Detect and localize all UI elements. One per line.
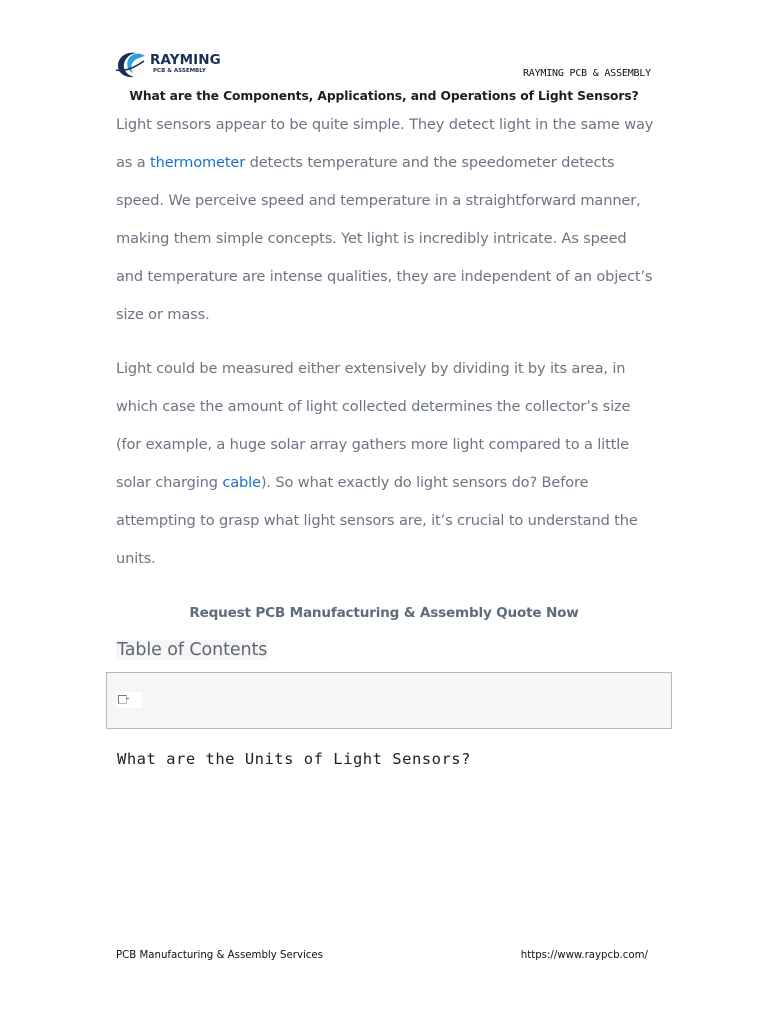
logo-name: RAYMING — [150, 52, 221, 68]
paragraph-line: speed. We perceive speed and temperature in a straightforward manner, — [116, 192, 641, 209]
paragraph-line: Light could be measured either extensively by dividing it by its area, in — [116, 360, 626, 377]
measurement-paragraph — [116, 350, 676, 578]
logo-text — [150, 50, 221, 75]
text-segment: solar charging — [116, 474, 223, 491]
intro-paragraph — [116, 106, 676, 334]
toggle-icon — [118, 695, 127, 704]
paragraph-line: and temperature are intense qualities, they are independent of an object’s — [116, 268, 653, 285]
paragraph-line: (for example, a huge solar array gathers more light compared to a little — [116, 436, 629, 453]
paragraph-line: units. — [116, 550, 156, 567]
footer-services-text: PCB Manufacturing & Assembly Services — [116, 950, 323, 961]
paragraph-line — [116, 144, 676, 182]
paragraph-line: attempting to grasp what light sensors are, it’s crucial to understand the — [116, 512, 638, 529]
toc-container — [106, 672, 672, 729]
logo-subtitle: PCB & ASSEMBLY — [153, 68, 206, 74]
toc-toggle-button[interactable] — [117, 692, 142, 708]
document-title: What are the Components, Applications, and Operations of Light Sensors? — [129, 89, 639, 103]
thermometer-link[interactable]: thermometer — [150, 154, 246, 171]
toc-title: Table of Contents — [117, 640, 268, 660]
header-company-name: RAYMING PCB & ASSEMBLY — [522, 68, 651, 79]
rayming-logo — [114, 50, 221, 80]
paragraph-line: which case the amount of light collected determines the collector’s size — [116, 398, 631, 415]
quote-request-link[interactable]: Request PCB Manufacturing & Assembly Quote Now — [189, 605, 579, 621]
rayming-globe-icon — [114, 50, 148, 80]
section-heading: What are the Units of Light Sensors? — [117, 750, 471, 768]
paragraph-line: making them simple concepts. Yet light is incredibly intricate. As speed — [116, 230, 627, 247]
text-segment: as a — [116, 154, 151, 171]
text-segment: detects temperature and the speedometer detects — [245, 154, 615, 171]
text-segment: ). So what exactly do light sensors do? Before — [260, 474, 589, 491]
footer-url[interactable]: https://www.raypcb.com/ — [520, 950, 648, 961]
cable-link[interactable]: cable — [222, 474, 261, 491]
paragraph-line: Light sensors appear to be quite simple. They detect light in the same way — [116, 116, 654, 133]
paragraph-line: size or mass. — [116, 306, 210, 323]
paragraph-line — [116, 464, 676, 502]
